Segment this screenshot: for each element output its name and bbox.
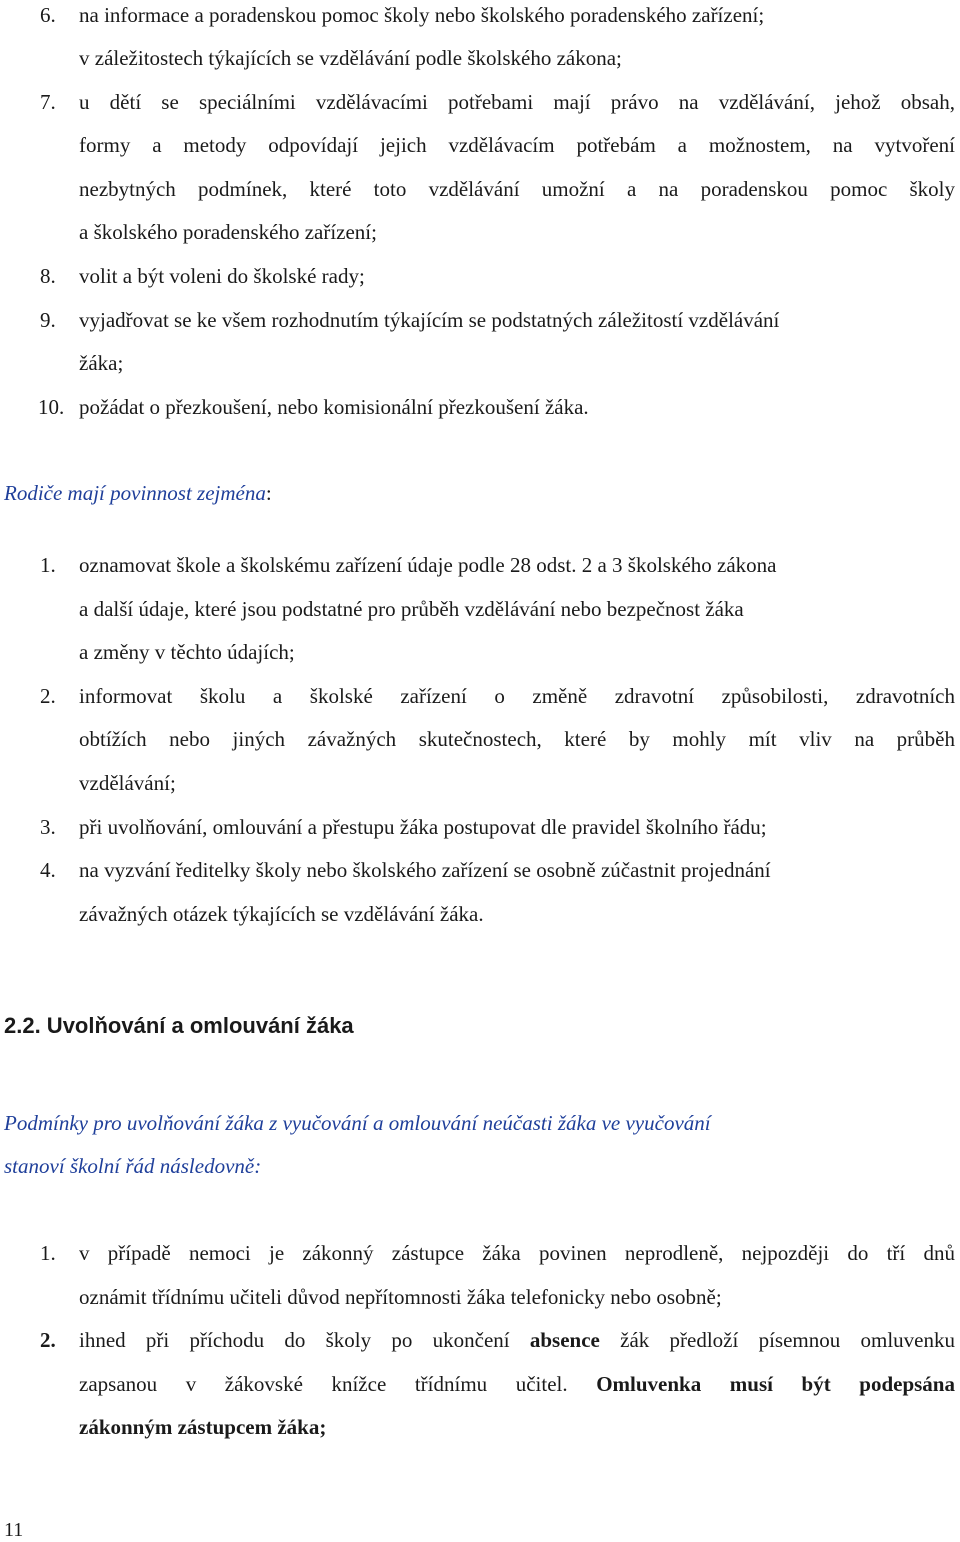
item-number: 4. xyxy=(40,858,56,882)
item-text: oznamovat škole a školskému zařízení údaje podle 28 odst. 2 a 3 školského zákona xyxy=(79,553,777,577)
item-number: 2. xyxy=(40,684,56,708)
item-text xyxy=(79,1371,955,1397)
item-text: u dětí se speciálními vzdělávacími potřebami mají právo na vzdělávání, jehož obsah, xyxy=(79,90,955,114)
page-number: 11 xyxy=(4,1519,24,1541)
item-text: a školského poradenského zařízení; xyxy=(79,220,377,244)
item-text: žáka; xyxy=(79,351,124,375)
emphasis-guardian: zákonným zástupcem žáka; xyxy=(79,1415,327,1439)
item-text: na informace a poradenskou pomoc školy nebo školského poradenského zařízení; xyxy=(79,3,765,27)
item-number: 8. xyxy=(40,264,56,288)
item-text: oznámit třídnímu učiteli důvod nepřítomnosti žáka telefonicky nebo osobně; xyxy=(79,1285,722,1309)
item-text: závažných otázek týkajících se vzdělávání žáka. xyxy=(79,902,484,926)
item-text: obtížích nebo jiných závažných skutečnostech, které by mohly mít vliv na průběh xyxy=(79,727,955,751)
item-text: volit a být voleni do školské rady; xyxy=(79,264,365,288)
item-number: 1. xyxy=(40,1241,56,1265)
item-number: 6. xyxy=(40,3,56,27)
item-text: a změny v těchto údajích; xyxy=(79,640,295,664)
item-text: formy a metody odpovídají jejich vzdělávacím potřebám a možnostem, na vytvoření xyxy=(79,133,955,157)
item-text xyxy=(79,1327,955,1353)
item-text-part: ihned při příchodu do školy po ukončení xyxy=(79,1328,530,1352)
item-text: informovat školu a školské zařízení o změně zdravotní způsobilosti, zdravotních xyxy=(79,684,955,708)
item-text-part: žák předloží písemnou omluvenku xyxy=(599,1328,955,1352)
item-text: na vyzvání ředitelky školy nebo školského zařízení se osobně zúčastnit projednání xyxy=(79,858,771,882)
item-text: vyjadřovat se ke všem rozhodnutím týkajícím se podstatných záležitostí vzdělávání xyxy=(79,308,780,332)
item-number: 10. xyxy=(38,395,65,419)
conditions-intro-line: Podmínky pro uvolňování žáka z vyučování a omlouvání neúčasti žáka ve vyučování xyxy=(4,1111,711,1135)
item-number: 9. xyxy=(40,308,56,332)
item-text-part: zapsanou v žákovské knížce třídnímu učitel. xyxy=(79,1372,597,1396)
duties-heading-colon: : xyxy=(265,481,272,505)
item-text: požádat o přezkoušení, nebo komisionální přezkoušení žáka. xyxy=(79,395,589,419)
item-number: 3. xyxy=(40,815,56,839)
emphasis-absence: absence xyxy=(529,1328,600,1352)
duties-heading-text: Rodiče mají povinnost zejména xyxy=(4,481,266,505)
item-text: při uvolňování, omlouvání a přestupu žáka postupovat dle pravidel školního řádu; xyxy=(79,815,767,839)
item-number: 2. xyxy=(40,1328,56,1352)
conditions-intro-line: stanoví školní řád následovně: xyxy=(4,1154,262,1178)
item-text: v záležitostech týkajících se vzdělávání podle školského zákona; xyxy=(79,46,622,70)
item-number: 1. xyxy=(40,553,56,577)
item-text: vzdělávání; xyxy=(79,771,176,795)
section-heading-text: 2.2. Uvolňování a omlouvání žáka xyxy=(4,1013,354,1038)
item-text: nezbytných podmínek, které toto vzdělávání umožní a na poradenskou pomoc školy xyxy=(79,177,955,201)
emphasis-signature-note: Omluvenka musí být podepsána xyxy=(596,1372,955,1396)
item-text: a další údaje, které jsou podstatné pro průběh vzdělávání nebo bezpečnost žáka xyxy=(79,597,744,621)
item-text: v případě nemoci je zákonný zástupce žáka povinen neprodleně, nejpozději do tří dnů xyxy=(79,1241,955,1265)
item-number: 7. xyxy=(40,90,56,114)
